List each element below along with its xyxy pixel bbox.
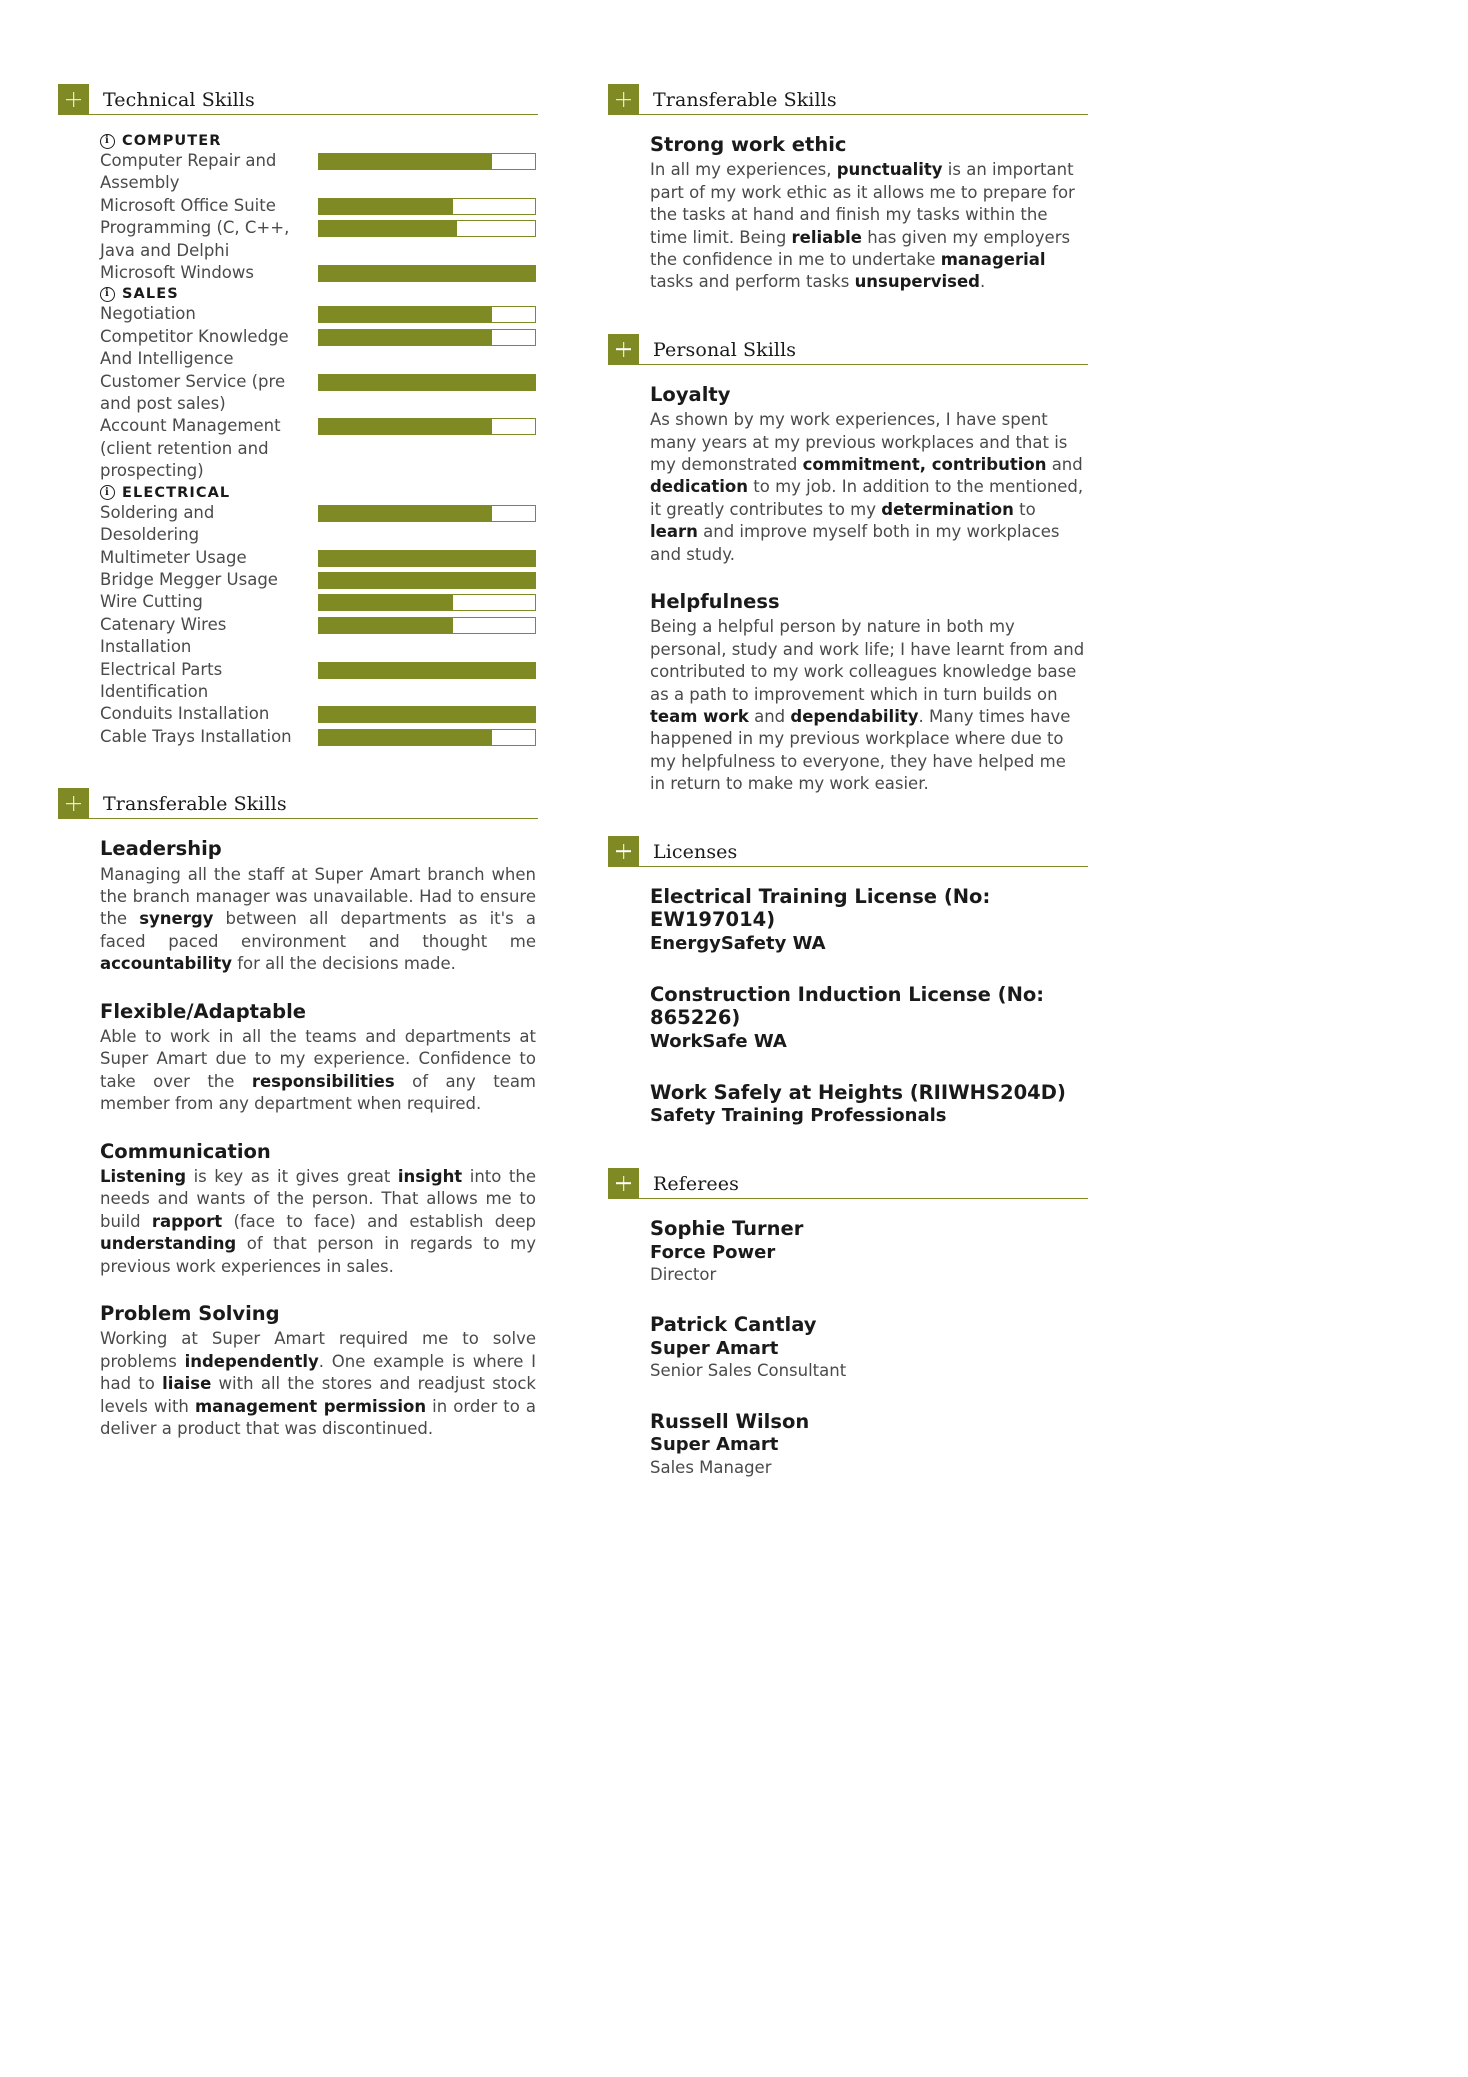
skill-label: Competitor Knowledge And Intelligence xyxy=(100,326,289,369)
skill-label: Computer Repair and Assembly xyxy=(100,151,277,193)
skill-label: Soldering and Desoldering xyxy=(100,502,215,545)
skill-bar-fill xyxy=(319,199,453,214)
left-column xyxy=(58,84,538,1519)
skill-bar-fill xyxy=(319,330,492,345)
plus-icon xyxy=(608,334,639,365)
skill-bar xyxy=(318,306,536,323)
paragraph: As shown by my work experiences, I have spent many years at my previous workplaces and that is my demonstrated commitment, contribution and dedication to my job. In addition to the mentioned, it greatly contributes to my determination to learn and improve myself both in my workplaces and study. xyxy=(650,410,1084,564)
referee-item xyxy=(650,1217,1086,1286)
licenses-body xyxy=(608,885,1088,1128)
skill-label: Multimeter Usage xyxy=(100,547,247,567)
skill-bar-fill xyxy=(319,307,492,322)
skill-bar xyxy=(318,153,536,170)
skill-rows xyxy=(100,502,536,748)
skill-group-name: COMPUTER xyxy=(122,133,222,149)
section-personal-skills xyxy=(608,334,1088,796)
plus-icon xyxy=(58,788,89,819)
skill-bar xyxy=(318,706,536,723)
info-circle-icon xyxy=(100,485,115,500)
skill-bar-fill xyxy=(319,573,535,588)
skill-bar xyxy=(318,329,536,346)
referee-role: Sales Manager xyxy=(650,1457,772,1477)
skill-bar-fill xyxy=(319,419,492,434)
referee-name: Patrick Cantlay xyxy=(650,1313,817,1337)
section-header xyxy=(608,84,1088,115)
skill-rows xyxy=(100,303,536,482)
referee-list xyxy=(650,1217,1086,1479)
section-header xyxy=(608,1168,1088,1199)
skill-row xyxy=(100,195,536,217)
section-title: Technical Skills xyxy=(103,89,255,111)
skill-bar xyxy=(318,198,536,215)
sub-heading: Strong work ethic xyxy=(650,133,847,156)
skill-bar-fill xyxy=(319,221,457,236)
skill-row xyxy=(100,703,536,725)
referee-company: Super Amart xyxy=(650,1337,779,1359)
personal-skills-body xyxy=(608,383,1088,796)
sub-heading: Flexible/Adaptable xyxy=(100,999,306,1023)
skill-bar xyxy=(318,550,536,567)
referee-item xyxy=(650,1410,1086,1479)
skill-row xyxy=(100,262,536,284)
skill-group-name: SALES xyxy=(122,286,179,303)
skill-bar xyxy=(318,594,536,611)
skill-label: Programming (C, C++, Java and Delphi xyxy=(100,218,290,260)
sub-heading: Helpfulness xyxy=(650,590,780,614)
prose-list xyxy=(650,133,1086,294)
skill-row xyxy=(100,303,536,325)
skill-row xyxy=(100,569,536,591)
skill-label: Microsoft Office Suite xyxy=(100,195,276,215)
skill-label: Catenary Wires Installation xyxy=(100,614,227,657)
skill-group-label xyxy=(100,485,536,501)
section-referees xyxy=(608,1168,1088,1479)
section-title: Referees xyxy=(653,1172,739,1195)
skill-rows xyxy=(100,150,536,284)
sub-heading: Communication xyxy=(100,1139,271,1163)
skill-bar xyxy=(318,220,536,237)
skill-bar-fill xyxy=(319,506,492,521)
paragraph: Able to work in all the teams and departments at Super Amart due to my experience. Confidence to take over the responsibilities of any team member from any department when required. xyxy=(100,1026,537,1114)
skill-row xyxy=(100,326,536,371)
section-header xyxy=(58,84,538,115)
license-title: Construction Induction License (No: 865226) xyxy=(650,982,1045,1030)
skill-row xyxy=(100,659,536,704)
referees-body xyxy=(608,1217,1088,1479)
plus-icon xyxy=(608,84,639,115)
sub-heading: Leadership xyxy=(100,837,222,861)
skill-bar-fill xyxy=(319,663,535,678)
skill-bar-fill xyxy=(319,266,535,281)
license-issuer: WorkSafe WA xyxy=(650,1031,787,1053)
technical-skills-body xyxy=(58,133,538,748)
skill-bar xyxy=(318,418,536,435)
referee-company: Force Power xyxy=(650,1241,776,1263)
skill-row xyxy=(100,726,536,748)
license-issuer: Safety Training Professionals xyxy=(650,1105,947,1127)
transferable-skills-right-body xyxy=(608,133,1088,294)
info-circle-icon xyxy=(100,287,115,302)
paragraph: In all my experiences, punctuality is an important part of my work ethic as it allows me to prepare for the tasks at hand and finish my tasks within the time limit. Being reliable has given my employers the confidence in me to undertake managerial tasks and perform tasks unsupervised. xyxy=(650,160,1075,292)
skill-row xyxy=(100,217,536,262)
skill-groups xyxy=(100,133,536,748)
referee-name: Sophie Turner xyxy=(650,1216,804,1240)
skill-label: Cable Trays Installation xyxy=(100,726,292,746)
section-title: Licenses xyxy=(653,840,738,863)
skill-bar-fill xyxy=(319,707,535,722)
section-title: Personal Skills xyxy=(653,338,797,361)
skill-bar-fill xyxy=(319,154,492,169)
skill-row xyxy=(100,371,536,416)
prose-list xyxy=(650,383,1086,796)
skill-bar xyxy=(318,617,536,634)
paragraph: Listening is key as it gives great insight into the needs and wants of the person. That allows me to build rapport (face to face) and establish deep understanding of that person in regards to my previous work experiences in sales. xyxy=(100,1166,536,1276)
section-technical-skills xyxy=(58,84,538,748)
skill-row xyxy=(100,502,536,547)
license-issuer: EnergySafety WA xyxy=(650,933,826,955)
skill-label: Conduits Installation xyxy=(100,704,270,724)
skill-label: Negotiation xyxy=(100,304,196,324)
license-title: Work Safely at Heights (RIIWHS204D) xyxy=(650,1080,1066,1104)
skill-row xyxy=(100,415,536,482)
referee-name: Russell Wilson xyxy=(650,1409,810,1433)
section-header xyxy=(608,836,1088,867)
section-transferable-skills-left xyxy=(58,788,538,1440)
skill-bar-fill xyxy=(319,618,453,633)
skill-bar xyxy=(318,265,536,282)
skill-bar xyxy=(318,662,536,679)
section-transferable-skills-right xyxy=(608,84,1088,294)
sub-heading: Problem Solving xyxy=(100,1301,280,1325)
paragraph: Being a helpful person by nature in both my personal, study and work life; I have learnt from and contributed to my work colleagues knowledge base as a path to improvement which in turn builds on team work and dependability. Many times have happened in my previous workplace where due to my helpfulness to everyone, they have helped me in return to make my work easier. xyxy=(650,617,1085,794)
plus-icon xyxy=(58,84,89,115)
skill-label: Customer Service (pre and post sales) xyxy=(100,371,286,414)
skill-bar-fill xyxy=(319,730,492,745)
skill-label: Wire Cutting xyxy=(100,592,203,612)
skill-group-label xyxy=(100,286,536,302)
section-header xyxy=(608,334,1088,365)
skill-label: Bridge Megger Usage xyxy=(100,569,278,589)
skill-label: Electrical Parts Identification xyxy=(100,659,223,701)
skill-bar xyxy=(318,572,536,589)
section-title: Transferable Skills xyxy=(103,793,287,816)
skill-bar xyxy=(318,505,536,522)
referee-role: Senior Sales Consultant xyxy=(650,1361,847,1381)
skill-group-label xyxy=(100,133,536,149)
plus-icon xyxy=(608,836,639,867)
referee-item xyxy=(650,1313,1086,1382)
skill-row xyxy=(100,614,536,659)
skill-bar-fill xyxy=(319,595,453,610)
skill-bar-fill xyxy=(319,375,535,390)
paragraph: Working at Super Amart required me to solve problems independently. One example is where I had to liaise with all the stores and readjust stock levels with management permission in order to a deliver a product that was discontinued. xyxy=(100,1329,537,1438)
skill-row xyxy=(100,150,536,195)
skill-bar xyxy=(318,729,536,746)
skill-group-name: ELECTRICAL xyxy=(122,484,231,501)
transferable-skills-left-body xyxy=(58,837,538,1440)
license-item xyxy=(650,885,1086,956)
right-column xyxy=(608,84,1088,1519)
skill-label: Microsoft Windows xyxy=(100,263,254,283)
prose-list xyxy=(100,837,536,1440)
plus-icon xyxy=(608,1168,639,1199)
license-list xyxy=(650,885,1086,1128)
info-circle-icon xyxy=(100,134,115,149)
sub-heading: Loyalty xyxy=(650,382,731,406)
skill-row xyxy=(100,591,536,613)
section-header xyxy=(58,788,538,819)
skill-bar-fill xyxy=(319,551,535,566)
license-item xyxy=(650,1081,1086,1128)
referee-role: Director xyxy=(650,1264,717,1284)
skill-bar xyxy=(318,374,536,391)
section-title: Transferable Skills xyxy=(653,89,837,111)
license-item xyxy=(650,983,1086,1054)
paragraph: Managing all the staff at Super Amart branch when the branch manager was unavailable. Had to ensure the synergy between all departments as it's a faced paced environment and thought me accountability for all the decisions made. xyxy=(100,864,536,974)
referee-company: Super Amart xyxy=(650,1434,779,1456)
skill-label: Account Management (client retention and prospecting) xyxy=(100,416,281,481)
skill-row xyxy=(100,547,536,569)
license-title: Electrical Training License (No: EW197014) xyxy=(650,884,991,932)
section-licenses xyxy=(608,836,1088,1128)
